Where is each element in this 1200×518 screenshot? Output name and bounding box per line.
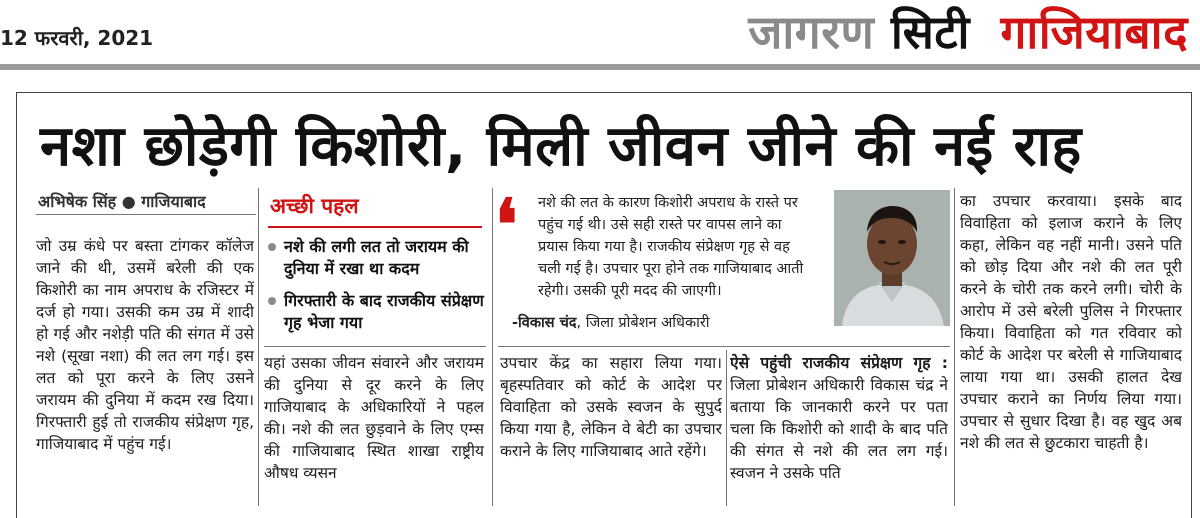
quote-mark-icon: ❛: [495, 183, 518, 266]
box-rule: [264, 346, 486, 347]
column-divider: [492, 188, 493, 506]
article-column-5: का उपचार करवाया। इसके बाद विवाहिता को इलाज कराने के लिए कहा, लेकिन वह नहीं मानी। उसने पति को छोड़ दिया और नशे की लत पूरी करने के चोरी तक करने लगी। चोरी के आरोप में उसे बरेली पुलिस ने गिरफ्तार किया। विवाहिता को गत रविवार को कोर्ट के आदेश पर बरेली से गाजियाबाद लाया गया था। उसकी हालत देख उपचार कराने का निर्णय लिया गया। उपचार से सुधार दिखा है। वह खुद अब नशे की लत से छुटकारा चाहती है।: [960, 192, 1182, 452]
byline-rule: [36, 214, 256, 215]
initiative-point: [264, 290, 486, 334]
masthead: [748, 2, 1188, 62]
masthead-location: गाजियाबाद: [1000, 5, 1188, 59]
quote-designation: , जिला प्रोबेशन अधिकारी: [576, 315, 710, 331]
publication-date: 12 फरवरी, 2021: [0, 26, 154, 50]
article-column-3: उपचार केंद्र का सहारा लिया गया। बृहस्पतिवार को कोर्ट के आदेश पर विवाहिता को उसके स्वजन के सुपुर्द किया गया है, लेकिन वे बेटी का उपचार कराने के लिए गाजियाबाद आते रहेंगे।: [500, 354, 722, 460]
initiative-point-text: गिरफ्तारी के बाद राजकीय संप्रेक्षण गृह भेजा गया: [284, 291, 484, 332]
masthead-jagran: जागरण: [748, 5, 875, 59]
initiative-rule: [268, 226, 482, 228]
quote-author: -विकास चंद: [512, 315, 577, 331]
article-headline: नशा छोड़ेगी किशोरी, मिली जीवन जीने की नई राह: [40, 114, 1082, 179]
masthead-city: सिटी: [890, 5, 970, 59]
article-column-2: यहां उसका जीवन संवारने और जरायम की दुनिया से दूर करने के लिए गाजियाबाद के अधिकारियों ने पहल की। नशे की लत छुड़वाने के लिए एम्स की गाजियाबाद स्थित शाखा राष्ट्रीय औषध व्यसन: [264, 354, 484, 482]
section-text: जिला प्रोबेशन अधिकारी विकास चंद्र ने बताया कि जानकारी करने पर पता चला कि किशोरी को शादी के बाद पति की संगत से नशे की लत लग गई। स्वजन ने उसके पति: [730, 376, 948, 482]
section-subhead: ऐसे पहुंची राजकीय संप्रेक्षण गृह :: [730, 354, 948, 372]
bullet-dot-icon: [268, 297, 276, 305]
masthead-rule: [0, 64, 1200, 70]
initiative-tag: अच्छी पहल: [270, 194, 359, 218]
initiative-box: [264, 192, 486, 344]
quote-rule: [498, 346, 950, 347]
article-column-1: जो उम्र कंधे पर बस्ता टांगकर कॉलेज जाने की थी, उसमें बरेली की एक किशोरी का नाम अपराध के रजिस्टर में दर्ज हो गया। उसकी कम उम्र में शादी हो गई और नशेड़ी पति की संगत में उसे नशे (सूखा नशा) की लत लग गई। इस लत को पूरा करने के लिए उसने जरायम की दुनिया में कदम रख दिया। गिरफ्तारी हुई तो राजकीय संप्रेक्षण गृह, गाजियाबाद में पहुंच गई।: [36, 237, 254, 453]
column-divider: [954, 188, 955, 506]
column-divider: [726, 350, 727, 506]
initiative-point-text: नशे की लगी लत तो जरायम की दुनिया में रखा था कदम: [284, 237, 469, 278]
article-byline: अभिषेक सिंह ● गाजियाबाद: [38, 192, 206, 211]
person-portrait-icon: [834, 190, 950, 326]
pull-quote: नशे की लत के कारण किशोरी अपराध के रास्ते पर पहुंच गई थी। उसे सही रास्ते पर वापस लाने का प्रयास किया गया है। राजकीय संप्रेक्षण गृह से वह चली गई है। उपचार पूरा होने तक गाजियाबाद आती रहेगी। उसकी पूरी मदद की जाएगी।: [538, 195, 804, 299]
article-column-4: [730, 352, 948, 502]
column-divider: [258, 188, 259, 506]
initiative-point: [264, 236, 486, 280]
quote-attribution: [512, 312, 710, 332]
official-photo: [834, 190, 950, 326]
bullet-dot-icon: [268, 243, 276, 251]
